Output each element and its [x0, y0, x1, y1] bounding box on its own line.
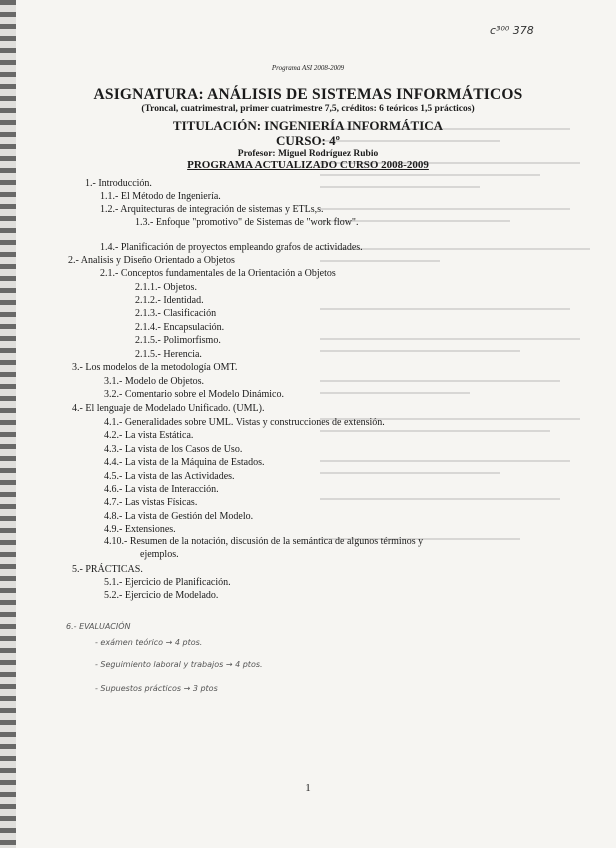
outline-item: 2.1.1.- Objetos.: [135, 282, 197, 293]
outline-item: 4.6.- La vista de Interacción.: [104, 484, 219, 495]
outline-item: 4.10.- Resumen de la notación, discusión de la semántica de algunos términos y: [104, 536, 424, 547]
outline-item: 4.5.- La vista de las Actividades.: [104, 471, 235, 482]
outline-item: 2.1.4.- Encapsulación.: [135, 322, 225, 333]
running-header: Programa ASI 2008-2009: [271, 64, 345, 72]
outline-item: 1.4.- Planificación de proyectos empleando grafos de actividades.: [100, 242, 363, 253]
handwritten-line: - Seguimiento laboral y trabajos → 4 ptos.: [95, 660, 263, 669]
outline-item: 2.1.2.- Identidad.: [135, 295, 204, 306]
outline-item: 4.9.- Extensiones.: [104, 524, 176, 535]
handwritten-line: - exámen teórico → 4 ptos.: [95, 638, 203, 647]
outline-item: 4.3.- La vista de los Casos de Uso.: [104, 444, 243, 455]
degree-title: TITULACIÓN: INGENIERÍA INFORMÁTICA: [172, 118, 444, 133]
handwritten-line: 6.- EVALUACIÓN: [66, 622, 131, 631]
outline-item: 2.- Analisis y Diseño Orientado a Objetos: [68, 255, 235, 266]
handwritten-line: - Supuestos prácticos → 3 ptos: [95, 684, 218, 693]
outline-item: 2.1.- Conceptos fundamentales de la Orientación a Objetos: [100, 268, 336, 279]
professor: Profesor: Miguel Rodríguez Rubio: [237, 149, 379, 159]
outline-item: 1.1.- El Método de Ingeniería.: [100, 191, 221, 202]
outline-item: 2.1.5.- Polimorfismo.: [135, 335, 221, 346]
outline-item: 4.8.- La vista de Gestión del Modelo.: [104, 511, 254, 522]
outline-item: ejemplos.: [140, 549, 179, 560]
outline-item: 4.- El lenguaje de Modelado Unificado. (UML).: [72, 403, 265, 414]
outline-item: 4.2.- La vista Estática.: [104, 430, 194, 441]
outline-item: 2.1.3.- Clasificación: [135, 308, 217, 319]
course-credits: (Troncal, cuatrimestral, primer cuatrimestre 7,5, créditos: 6 teóricos 1,5 prácticos): [141, 104, 475, 114]
outline-item: 5.- PRÁCTICAS.: [72, 564, 143, 575]
outline-item: 4.7.- Las vistas Físicas.: [104, 497, 198, 508]
page-number: 1: [305, 782, 311, 794]
outline-item: 3.2.- Comentario sobre el Modelo Dinámico.: [104, 389, 284, 400]
course-year: CURSO: 4º: [276, 133, 340, 148]
program-heading: PROGRAMA ACTUALIZADO CURSO 2008-2009: [187, 159, 429, 171]
outline-item: 5.1.- Ejercicio de Planificación.: [104, 577, 231, 588]
outline-item: 5.2.- Ejercicio de Modelado.: [104, 590, 219, 601]
outline-item: 2.1.5.- Herencia.: [135, 349, 202, 360]
outline-item: 4.4.- La vista de la Máquina de Estados.: [104, 457, 265, 468]
outline-item: 3.1.- Modelo de Objetos.: [104, 376, 204, 387]
outline-item: 1.3.- Enfoque "promotivo" de Sistemas de "work flow".: [135, 217, 359, 228]
handwritten-corner-note: c³⁰⁰ 378: [490, 24, 534, 37]
outline-item: 1.2.- Arquitecturas de integración de sistemas y ETLs,s.: [100, 204, 324, 215]
outline-item: 3.- Los modelos de la metodología OMT.: [72, 362, 238, 373]
bleed-through-text: [300, 118, 600, 598]
course-title: ASIGNATURA: ANÁLISIS DE SISTEMAS INFORMÁTICOS: [93, 86, 523, 103]
outline-item: 4.1.- Generalidades sobre UML. Vistas y construcciones de extensión.: [104, 417, 385, 428]
outline-item: 1.- Introducción.: [85, 178, 152, 189]
